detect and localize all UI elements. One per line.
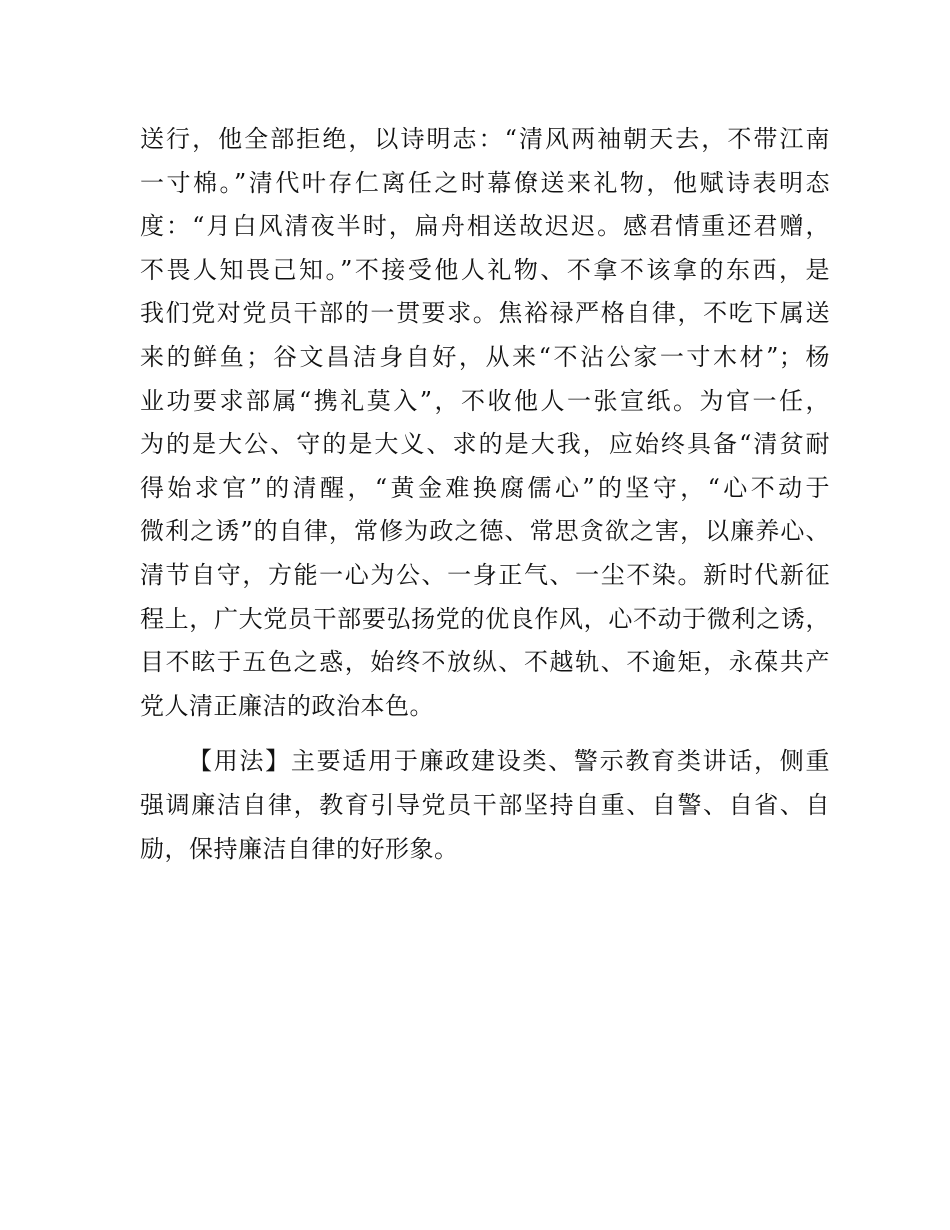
text-line: 强调廉洁自律，教育引导党员干部坚持自重、自警、自省、自 — [140, 790, 830, 819]
text-line: 不畏人知畏己知。”不接受他人礼物、不拿不该拿的东西，是 — [140, 255, 830, 284]
text-line: 送行，他全部拒绝，以诗明志：“清风两袖朝天去，不带江南 — [140, 125, 830, 153]
text-line: 业功要求部属“携礼莫入”，不收他人一张宣纸。为官一任， — [140, 386, 830, 415]
text-line: 党人清正廉洁的政治本色。 — [140, 691, 434, 720]
text-line: 程上，广大党员干部要弘扬党的优良作风，心不动于微利之诱， — [140, 604, 830, 633]
text-line: 【用法】主要适用于廉政建设类、警示教育类讲话，侧重 — [188, 747, 830, 776]
paragraph-gap — [140, 728, 830, 740]
text-line: 度：“月白风清夜半时，扁舟相送故迟迟。感君情重还君赠， — [140, 212, 830, 241]
paragraph-main — [140, 118, 830, 728]
document-body — [140, 118, 830, 871]
text-line: 微利之诱”的自律，常修为政之德、常思贪欲之害，以廉养心、 — [140, 517, 830, 546]
text-line: 为的是大公、守的是大义、求的是大我，应始终具备“清贫耐 — [140, 430, 830, 459]
text-line: 一寸棉。”清代叶存仁离任之时幕僚送来礼物，他赋诗表明态 — [140, 168, 830, 197]
paragraph-usage — [140, 740, 830, 871]
text-line: 我们党对党员干部的一贯要求。焦裕禄严格自律，不吃下属送 — [140, 299, 830, 328]
text-line: 励，保持廉洁自律的好形象。 — [140, 834, 459, 863]
text-line: 得始求官”的清醒，“黄金难换腐儒心”的坚守，“心不动于 — [140, 473, 830, 502]
text-line: 清节自守，方能一心为公、一身正气、一尘不染。新时代新征 — [140, 560, 830, 589]
text-line: 来的鲜鱼；谷文昌洁身自好，从来“不沾公家一寸木材”；杨 — [140, 342, 830, 371]
text-line: 目不眩于五色之惑，始终不放纵、不越轨、不逾矩，永葆共产 — [140, 648, 830, 677]
